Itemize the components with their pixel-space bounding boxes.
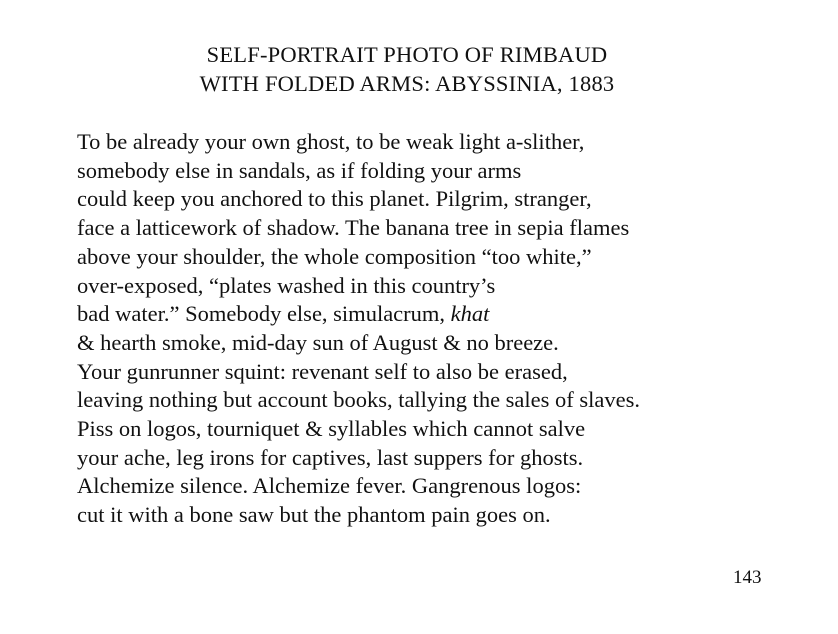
poem-line-12: your ache, leg irons for captives, last suppers for ghosts. (77, 444, 584, 470)
poem-line-7-text: bad water.” Somebody else, simulacrum, (77, 301, 446, 327)
poem-line-8: & hearth smoke, mid-day sun of August & no breeze. (77, 329, 559, 355)
poem-line-11: Piss on logos, tourniquet & syllables which cannot salve (77, 416, 586, 442)
poem-line-6: over-exposed, “plates washed in this country’s (77, 272, 496, 298)
poem-line-7 (77, 300, 797, 329)
poem-line-7-italic-word: khat (450, 301, 490, 327)
poem-line-14: cut it with a bone saw but the phantom pain goes on. (77, 502, 551, 528)
page-number: 143 (733, 567, 762, 588)
poem-line-3: could keep you anchored to this planet. Pilgrim, stranger, (77, 186, 592, 212)
poem-line-4: face a latticework of shadow. The banana tree in sepia flames (77, 215, 630, 241)
title-line-2: WITH FOLDED ARMS: ABYSSINIA, 1883 (199, 71, 615, 96)
poem-body (77, 128, 797, 530)
title-line-1: SELF-PORTRAIT PHOTO OF RIMBAUD (206, 42, 608, 67)
poem-line-10: leaving nothing but account books, tallying the sales of slaves. (77, 387, 641, 413)
poem-line-2: somebody else in sandals, as if folding your arms (77, 157, 522, 183)
poem-line-1: To be already your own ghost, to be weak light a-slither, (77, 129, 585, 154)
poem-line-13: Alchemize silence. Alchemize fever. Gangrenous logos: (77, 473, 582, 499)
poem-line-5: above your shoulder, the whole composition “too white,” (77, 243, 592, 269)
poem-title (0, 40, 814, 98)
poem-line-9: Your gunrunner squint: revenant self to also be erased, (77, 358, 568, 384)
